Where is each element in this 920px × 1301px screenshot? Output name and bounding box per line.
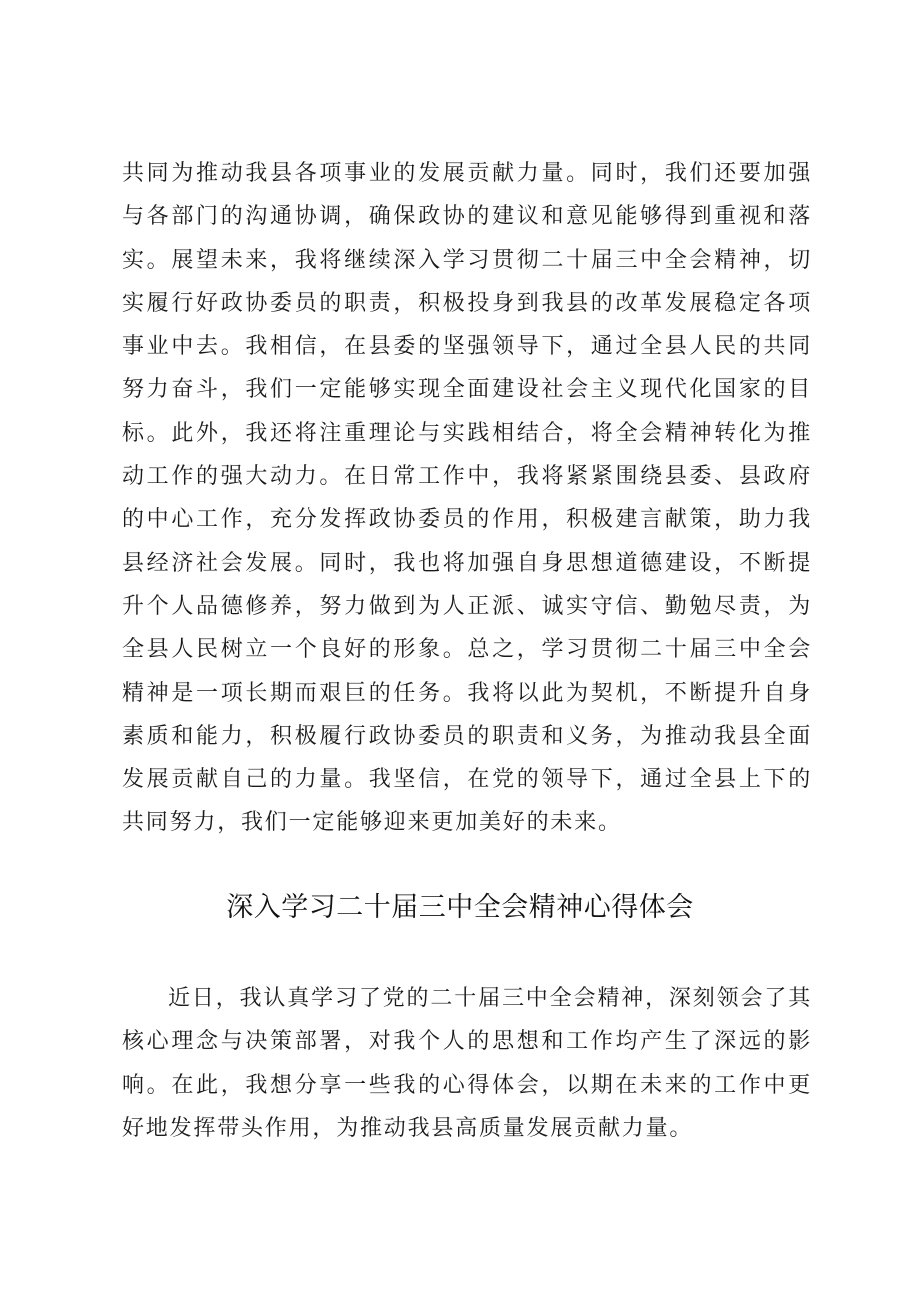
intro-paragraph: 近日，我认真学习了党的二十届三中全会精神，深刻领会了其核心理念与决策部署，对我个人的思想和工作均产生了深远的影响。在此，我想分享一些我的心得体会，以期在未来的工作中更好地发挥带头作用，为推动我县高质量发展贡献力量。: [122, 986, 812, 1141]
section-title: 深入学习二十届三中全会精神心得体会: [226, 892, 694, 923]
continued-paragraph: 共同为推动我县各项事业的发展贡献力量。同时，我们还要加强与各部门的沟通协调，确保政协的建议和意见能够得到重视和落实。展望未来，我将继续深入学习贯彻二十届三中全会精神，切实履行好政协委员的职责，积极投身到我县的改革发展稳定各项事业中去。我相信，在县委的坚强领导下，通过全县人民的共同努力奋斗，我们一定能够实现全面建设社会主义现代化国家的目标。此外，我还将注重理论与实践相结合，将全会精神转化为推动工作的强大动力。在日常工作中，我将紧紧围绕县委、县政府的中心工作，充分发挥政协委员的作用，积极建言献策，助力我县经济社会发展。同时，我也将加强自身思想道德建设，不断提升个人品德修养，努力做到为人正派、诚实守信、勤勉尽责，为全县人民树立一个良好的形象。总之，学习贯彻二十届三中全会精神是一项长期而艰巨的任务。我将以此为契机，不断提升自身素质和能力，积极履行政协委员的职责和义务，为推动我县全面发展贡献自己的力量。我坚信，在党的领导下，通过全县上下的共同努力，我们一定能够迎来更加美好的未来。: [122, 161, 812, 836]
